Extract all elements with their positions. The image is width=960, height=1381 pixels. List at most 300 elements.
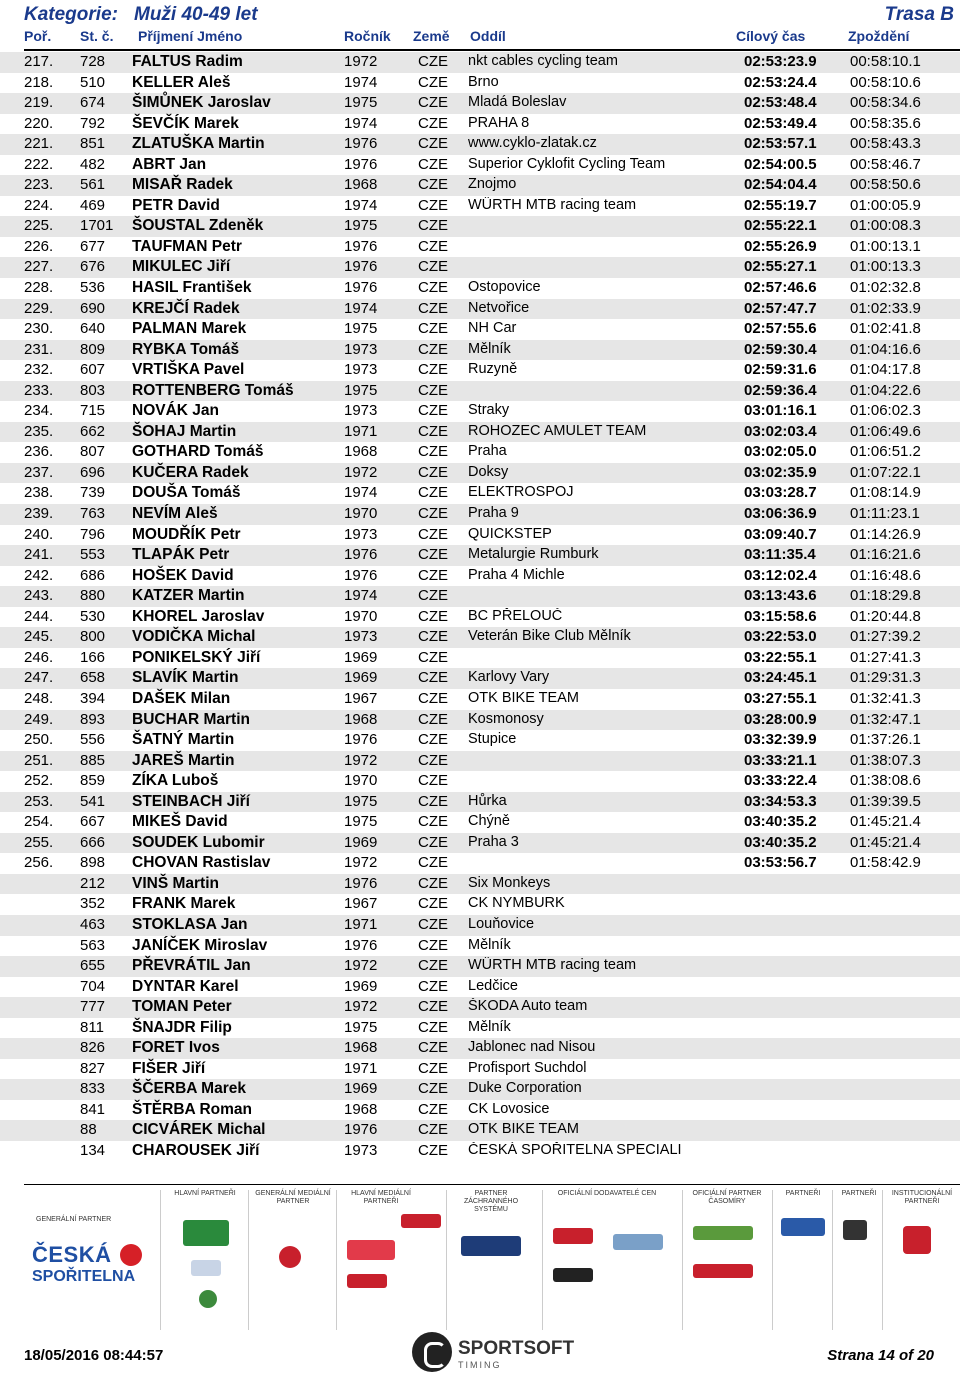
rank-cell: 229. <box>24 299 54 317</box>
year-cell: 1975 <box>344 217 378 235</box>
bib-cell: 88 <box>80 1121 97 1139</box>
country-cell: CZE <box>418 299 448 317</box>
category-label: Kategorie: <box>24 4 118 25</box>
header-rule <box>24 49 960 51</box>
sportsoft-mark-icon <box>412 1332 452 1372</box>
club-cell: Praha <box>468 443 507 460</box>
result-row <box>0 853 960 874</box>
year-cell: 1975 <box>344 381 378 399</box>
club-cell: WÜRTH MTB racing team <box>468 957 637 974</box>
year-cell: 1969 <box>344 977 378 995</box>
sponsor-logo <box>903 1226 931 1254</box>
result-row <box>0 627 960 648</box>
bib-cell: 809 <box>80 340 106 358</box>
year-cell: 1970 <box>344 607 378 625</box>
country-cell: CZE <box>418 237 448 255</box>
country-cell: CZE <box>418 135 448 153</box>
result-row <box>0 997 960 1018</box>
result-row <box>0 607 960 628</box>
club-cell: Doksy <box>468 463 509 480</box>
year-cell: 1973 <box>344 1141 378 1159</box>
year-cell: 1975 <box>344 94 378 112</box>
club-cell: Karlovy Vary <box>468 669 550 686</box>
result-row <box>0 833 960 854</box>
name-cell: MOUDŘÍK Petr <box>132 525 241 543</box>
result-row <box>0 196 960 217</box>
year-cell: 1972 <box>344 751 378 769</box>
club-cell: BC PŘELOUČ <box>468 607 563 624</box>
country-cell: CZE <box>418 546 448 564</box>
country-cell: CZE <box>418 1059 448 1077</box>
results-table <box>0 52 960 1162</box>
country-cell: CZE <box>418 977 448 995</box>
result-row <box>0 1120 960 1141</box>
gap-cell: 01:32:41.3 <box>850 689 921 707</box>
rank-cell: 239. <box>24 505 54 523</box>
rank-cell: 249. <box>24 710 54 728</box>
bib-cell: 1701 <box>80 217 114 235</box>
result-row <box>0 1038 960 1059</box>
rank-cell: 221. <box>24 135 54 153</box>
rank-cell: 241. <box>24 546 54 564</box>
rank-cell: 223. <box>24 176 54 194</box>
finish-time-cell: 03:09:40.7 <box>744 525 817 543</box>
rank-cell: 243. <box>24 587 54 605</box>
rank-cell: 218. <box>24 73 54 91</box>
country-cell: CZE <box>418 73 448 91</box>
finish-time-cell: 03:40:35.2 <box>744 833 817 851</box>
sponsor-col-7 <box>772 1190 833 1330</box>
finish-time-cell: 03:22:53.0 <box>744 628 817 646</box>
name-cell: JAREŠ Martin <box>132 751 235 769</box>
name-cell: GOTHARD Tomáš <box>132 443 264 461</box>
result-row <box>0 751 960 772</box>
finish-time-cell: 03:02:35.9 <box>744 463 817 481</box>
sponsor-logo <box>461 1236 521 1256</box>
finish-time-cell: 02:53:23.9 <box>744 53 817 70</box>
year-cell: 1973 <box>344 525 378 543</box>
gap-cell: 00:58:46.7 <box>850 155 921 173</box>
country-cell: CZE <box>418 1141 448 1159</box>
country-cell: CZE <box>418 505 448 523</box>
year-cell: 1972 <box>344 998 378 1016</box>
finish-time-cell: 03:33:22.4 <box>744 772 817 790</box>
result-row <box>0 73 960 94</box>
club-cell: Praha 4 Michle <box>468 566 565 583</box>
rank-cell: 235. <box>24 422 54 440</box>
result-row <box>0 1141 960 1162</box>
gap-cell: 00:58:10.1 <box>850 53 921 70</box>
gap-cell: 01:16:21.6 <box>850 546 921 564</box>
bib-cell: 655 <box>80 957 106 975</box>
sponsor-logo <box>183 1220 229 1246</box>
gap-cell: 01:18:29.8 <box>850 587 921 605</box>
finish-time-cell: 03:28:00.9 <box>744 710 817 728</box>
club-cell: WÜRTH MTB racing team <box>468 196 637 213</box>
name-cell: ŠOUSTAL Zdeněk <box>132 217 264 235</box>
gap-cell: 01:06:02.3 <box>850 402 921 420</box>
bib-cell: 667 <box>80 813 106 831</box>
name-cell: PETR David <box>132 196 220 214</box>
year-cell: 1974 <box>344 484 378 502</box>
bib-cell: 763 <box>80 505 106 523</box>
year-cell: 1972 <box>344 463 378 481</box>
name-cell: KATZER Martin <box>132 587 245 605</box>
page-number: 14 <box>878 1347 895 1364</box>
bib-cell: 704 <box>80 977 106 995</box>
bib-cell: 851 <box>80 135 106 153</box>
club-cell: Mladá Boleslav <box>468 94 567 111</box>
rank-cell: 254. <box>24 813 54 831</box>
club-cell: Ledčice <box>468 977 518 994</box>
name-cell: VINŠ Martin <box>132 874 219 892</box>
name-cell: KHOREL Jaroslav <box>132 607 265 625</box>
rank-cell: 219. <box>24 94 54 112</box>
finish-time-cell: 03:01:16.1 <box>744 402 817 420</box>
name-cell: KUČERA Radek <box>132 463 249 481</box>
result-row <box>0 586 960 607</box>
club-cell: OTK BIKE TEAM <box>468 689 579 706</box>
name-cell: KELLER Aleš <box>132 73 231 91</box>
year-cell: 1973 <box>344 628 378 646</box>
gap-cell: 01:04:22.6 <box>850 381 921 399</box>
sponsor-col-6 <box>682 1190 773 1330</box>
sponsor-title: OFICIÁLNÍ DODAVATELÉ CEN <box>557 1190 657 1197</box>
bib-cell: 715 <box>80 402 106 420</box>
club-cell: www.cyklo-zlatak.cz <box>468 135 597 152</box>
sponsor-col-3 <box>336 1190 447 1330</box>
name-cell: STEINBACH Jiří <box>132 792 250 810</box>
year-cell: 1974 <box>344 73 378 91</box>
sponsor-logo <box>191 1260 221 1276</box>
year-cell: 1976 <box>344 566 378 584</box>
gap-cell: 00:58:10.6 <box>850 73 921 91</box>
year-cell: 1972 <box>344 854 378 872</box>
rank-cell: 227. <box>24 258 54 276</box>
finish-time-cell: 02:53:24.4 <box>744 73 817 91</box>
country-cell: CZE <box>418 1080 448 1098</box>
name-cell: ŠIMŮNEK Jaroslav <box>132 94 271 112</box>
sponsor-title: GENERÁLNÍ MEDIÁLNÍ PARTNER <box>255 1190 331 1205</box>
finish-time-cell: 03:27:55.1 <box>744 689 817 707</box>
country-cell: CZE <box>418 114 448 132</box>
result-row <box>0 894 960 915</box>
bib-cell: 469 <box>80 196 106 214</box>
bib-cell: 728 <box>80 53 106 70</box>
sponsor-logo <box>347 1240 395 1260</box>
finish-time-cell: 03:02:05.0 <box>744 443 817 461</box>
year-cell: 1971 <box>344 422 378 440</box>
sponsor-logo <box>781 1218 825 1236</box>
result-row <box>0 1079 960 1100</box>
finish-time-cell: 02:55:22.1 <box>744 217 817 235</box>
name-cell: ABRT Jan <box>132 155 207 173</box>
sponsor-title: OFICIÁLNÍ PARTNER ČASOMÍRY <box>692 1190 762 1205</box>
result-row <box>0 771 960 792</box>
bib-cell: 827 <box>80 1059 106 1077</box>
club-cell: Znojmo <box>468 176 517 193</box>
bib-cell: 696 <box>80 463 106 481</box>
rank-cell: 228. <box>24 279 54 297</box>
sponsor-logo <box>693 1226 753 1240</box>
year-cell: 1975 <box>344 792 378 810</box>
sponsor-col-5 <box>542 1190 683 1330</box>
sponsor-col-9 <box>882 1190 960 1330</box>
country-cell: CZE <box>418 94 448 112</box>
year-cell: 1975 <box>344 1018 378 1036</box>
year-cell: 1973 <box>344 361 378 379</box>
club-cell: Stupice <box>468 731 517 748</box>
sponsor-col-1 <box>160 1190 249 1330</box>
finish-time-cell: 03:34:53.3 <box>744 792 817 810</box>
name-cell: TAUFMAN Petr <box>132 237 242 255</box>
name-cell: VODIČKA Michal <box>132 628 256 646</box>
finish-time-cell: 02:54:04.4 <box>744 176 817 194</box>
country-cell: CZE <box>418 833 448 851</box>
col-year: Ročník <box>344 28 391 44</box>
gap-cell: 01:00:08.3 <box>850 217 921 235</box>
name-cell: ŠOHAJ Martin <box>132 422 237 440</box>
sponsor-logo <box>347 1274 387 1288</box>
club-cell: Praha 3 <box>468 833 519 850</box>
club-cell: Veterán Bike Club Mělník <box>468 628 631 645</box>
bib-cell: 686 <box>80 566 106 584</box>
result-row <box>0 134 960 155</box>
sponsor-title: PARTNEŘI <box>785 1190 821 1197</box>
country-cell: CZE <box>418 936 448 954</box>
rank-cell: 255. <box>24 833 54 851</box>
col-rank: Poř. <box>24 28 52 44</box>
rank-cell: 231. <box>24 340 54 358</box>
sponsor-col-8 <box>832 1190 883 1330</box>
result-row <box>0 422 960 443</box>
result-row <box>0 381 960 402</box>
finish-time-cell: 02:53:49.4 <box>744 114 817 132</box>
name-cell: TOMAN Peter <box>132 998 232 1016</box>
rank-cell: 233. <box>24 381 54 399</box>
bib-cell: 807 <box>80 443 106 461</box>
sponsor-logo <box>279 1246 301 1268</box>
club-cell: QUICKSTEP <box>468 525 552 542</box>
gap-cell: 01:04:16.6 <box>850 340 921 358</box>
gap-cell: 01:11:23.1 <box>850 505 920 523</box>
name-cell: ZÍKA Luboš <box>132 772 219 790</box>
sponsor-title: HLAVNÍ MEDIÁLNÍ PARTNEŘI <box>351 1190 411 1205</box>
country-cell: CZE <box>418 587 448 605</box>
bib-cell: 536 <box>80 279 106 297</box>
result-row <box>0 566 960 587</box>
finish-time-cell: 03:22:55.1 <box>744 648 817 666</box>
sponsor-title: GENERÁLNÍ PARTNER <box>36 1216 112 1223</box>
result-row <box>0 442 960 463</box>
result-row <box>0 525 960 546</box>
sportsoft-brand: SPORTSOFT <box>458 1338 575 1359</box>
club-cell: Louňovice <box>468 915 535 932</box>
bib-cell: 541 <box>80 792 106 810</box>
rank-cell: 248. <box>24 689 54 707</box>
sportsoft-sub: TIMING <box>458 1360 502 1370</box>
year-cell: 1975 <box>344 320 378 338</box>
gap-cell: 01:02:33.9 <box>850 299 921 317</box>
club-cell: Mělník <box>468 936 511 953</box>
name-cell: KREJČÍ Radek <box>132 299 240 317</box>
year-cell: 1976 <box>344 874 378 892</box>
print-timestamp: 18/05/2016 08:44:57 <box>24 1347 164 1364</box>
club-cell: ROHOZEC AMULET TEAM <box>468 422 647 439</box>
finish-time-cell: 02:57:55.6 <box>744 320 817 338</box>
finish-time-cell: 02:59:36.4 <box>744 381 817 399</box>
bib-cell: 482 <box>80 155 106 173</box>
club-cell: Six Monkeys <box>468 874 551 891</box>
name-cell: STOKLASA Jan <box>132 915 248 933</box>
gap-cell: 00:58:34.6 <box>850 94 921 112</box>
name-cell: PALMAN Marek <box>132 320 247 338</box>
col-bib: St. č. <box>80 28 114 44</box>
footer-rule <box>24 1184 960 1185</box>
rank-cell: 238. <box>24 484 54 502</box>
year-cell: 1974 <box>344 196 378 214</box>
bib-cell: 674 <box>80 94 106 112</box>
name-cell: PONIKELSKÝ Jiří <box>132 648 261 666</box>
country-cell: CZE <box>418 381 448 399</box>
gap-cell: 01:32:47.1 <box>850 710 921 728</box>
bib-cell: 800 <box>80 628 106 646</box>
finish-time-cell: 03:33:21.1 <box>744 751 817 769</box>
result-row <box>0 730 960 751</box>
bib-cell: 880 <box>80 587 106 605</box>
category-value: Muži 40-49 let <box>134 4 258 25</box>
bib-cell: 803 <box>80 381 106 399</box>
year-cell: 1976 <box>344 1121 378 1139</box>
country-cell: CZE <box>418 895 448 913</box>
club-cell: Hůrka <box>468 792 507 809</box>
finish-time-cell: 03:06:36.9 <box>744 505 817 523</box>
gap-cell: 01:00:13.1 <box>850 237 921 255</box>
bib-cell: 556 <box>80 731 106 749</box>
bib-cell: 352 <box>80 895 106 913</box>
year-cell: 1970 <box>344 505 378 523</box>
name-cell: JANÍČEK Miroslav <box>132 936 268 954</box>
country-cell: CZE <box>418 957 448 975</box>
club-cell: NH Car <box>468 320 517 337</box>
rank-cell: 226. <box>24 237 54 255</box>
name-cell: HOŠEK David <box>132 566 234 584</box>
country-cell: CZE <box>418 279 448 297</box>
gap-cell: 01:27:39.2 <box>850 628 921 646</box>
bib-cell: 792 <box>80 114 106 132</box>
bib-cell: 530 <box>80 607 106 625</box>
country-cell: CZE <box>418 813 448 831</box>
name-cell: HASIL František <box>132 279 252 297</box>
bib-cell: 607 <box>80 361 106 379</box>
year-cell: 1972 <box>344 53 378 70</box>
country-cell: CZE <box>418 340 448 358</box>
club-cell: Jablonec nad Nisou <box>468 1039 596 1056</box>
page-word: Strana <box>827 1347 874 1364</box>
finish-time-cell: 03:02:03.4 <box>744 422 817 440</box>
name-cell: BUCHAR Martin <box>132 710 250 728</box>
name-cell: FIŠER Jiří <box>132 1059 206 1077</box>
name-cell: CICVÁREK Michal <box>132 1121 266 1139</box>
name-cell: MIKEŠ David <box>132 813 228 831</box>
name-cell: ZLATUŠKA Martin <box>132 135 265 153</box>
bib-cell: 677 <box>80 237 106 255</box>
name-cell: SLAVÍK Martin <box>132 669 239 687</box>
sponsor-logo <box>843 1220 867 1240</box>
country-cell: CZE <box>418 710 448 728</box>
country-cell: CZE <box>418 669 448 687</box>
cs-logo-mark-icon <box>120 1244 142 1266</box>
ceska-sporitelna-logo <box>32 1240 162 1290</box>
bib-cell: 811 <box>80 1018 104 1036</box>
rank-cell: 240. <box>24 525 54 543</box>
result-row <box>0 648 960 669</box>
club-cell: nkt cables cycling team <box>468 53 618 69</box>
rank-cell: 230. <box>24 320 54 338</box>
finish-time-cell: 02:59:30.4 <box>744 340 817 358</box>
year-cell: 1974 <box>344 114 378 132</box>
country-cell: CZE <box>418 525 448 543</box>
finish-time-cell: 02:57:46.6 <box>744 279 817 297</box>
finish-time-cell: 02:57:47.7 <box>744 299 817 317</box>
bib-cell: 777 <box>80 998 106 1016</box>
finish-time-cell: 02:53:48.4 <box>744 94 817 112</box>
result-row <box>0 1018 960 1039</box>
country-cell: CZE <box>418 874 448 892</box>
rank-cell: 247. <box>24 669 54 687</box>
sponsor-logo <box>401 1214 441 1228</box>
bib-cell: 676 <box>80 258 106 276</box>
sponsor-logo <box>553 1268 593 1282</box>
name-cell: TLAPÁK Petr <box>132 546 230 564</box>
sponsor-title: HLAVNÍ PARTNEŘI <box>174 1190 236 1197</box>
bib-cell: 212 <box>80 874 106 892</box>
result-row <box>0 237 960 258</box>
name-cell: DYNTAR Karel <box>132 977 239 995</box>
country-cell: CZE <box>418 443 448 461</box>
finish-time-cell: 02:55:27.1 <box>744 258 817 276</box>
year-cell: 1968 <box>344 443 378 461</box>
name-cell: MISAŘ Radek <box>132 176 233 194</box>
year-cell: 1973 <box>344 340 378 358</box>
col-name: Příjmení Jméno <box>138 28 243 44</box>
sponsor-col-4 <box>446 1190 543 1330</box>
sponsor-title: PARTNER ZÁCHRANNÉHO SYSTÉMU <box>463 1190 519 1213</box>
year-cell: 1968 <box>344 1039 378 1057</box>
gap-cell: 01:38:08.6 <box>850 772 921 790</box>
club-cell: Kosmonosy <box>468 710 544 727</box>
name-cell: SOUDEK Lubomir <box>132 833 265 851</box>
club-cell: Straky <box>468 402 510 419</box>
name-cell: RYBKA Tomáš <box>132 340 240 358</box>
finish-time-cell: 03:11:35.4 <box>744 546 816 564</box>
year-cell: 1974 <box>344 587 378 605</box>
result-row <box>0 483 960 504</box>
result-row <box>0 340 960 361</box>
result-row <box>0 175 960 196</box>
club-cell: CK Lovosice <box>468 1100 550 1117</box>
result-row <box>0 257 960 278</box>
sponsor-col-2 <box>248 1190 337 1330</box>
name-cell: CHOVAN Rastislav <box>132 854 271 872</box>
club-cell: OTK BIKE TEAM <box>468 1121 579 1138</box>
col-time: Cílový čas <box>736 28 806 44</box>
bib-cell: 898 <box>80 854 106 872</box>
name-cell: DOUŠA Tomáš <box>132 484 241 502</box>
country-cell: CZE <box>418 792 448 810</box>
sportsoft-timing-logo <box>412 1332 575 1378</box>
bib-cell: 166 <box>80 648 106 666</box>
